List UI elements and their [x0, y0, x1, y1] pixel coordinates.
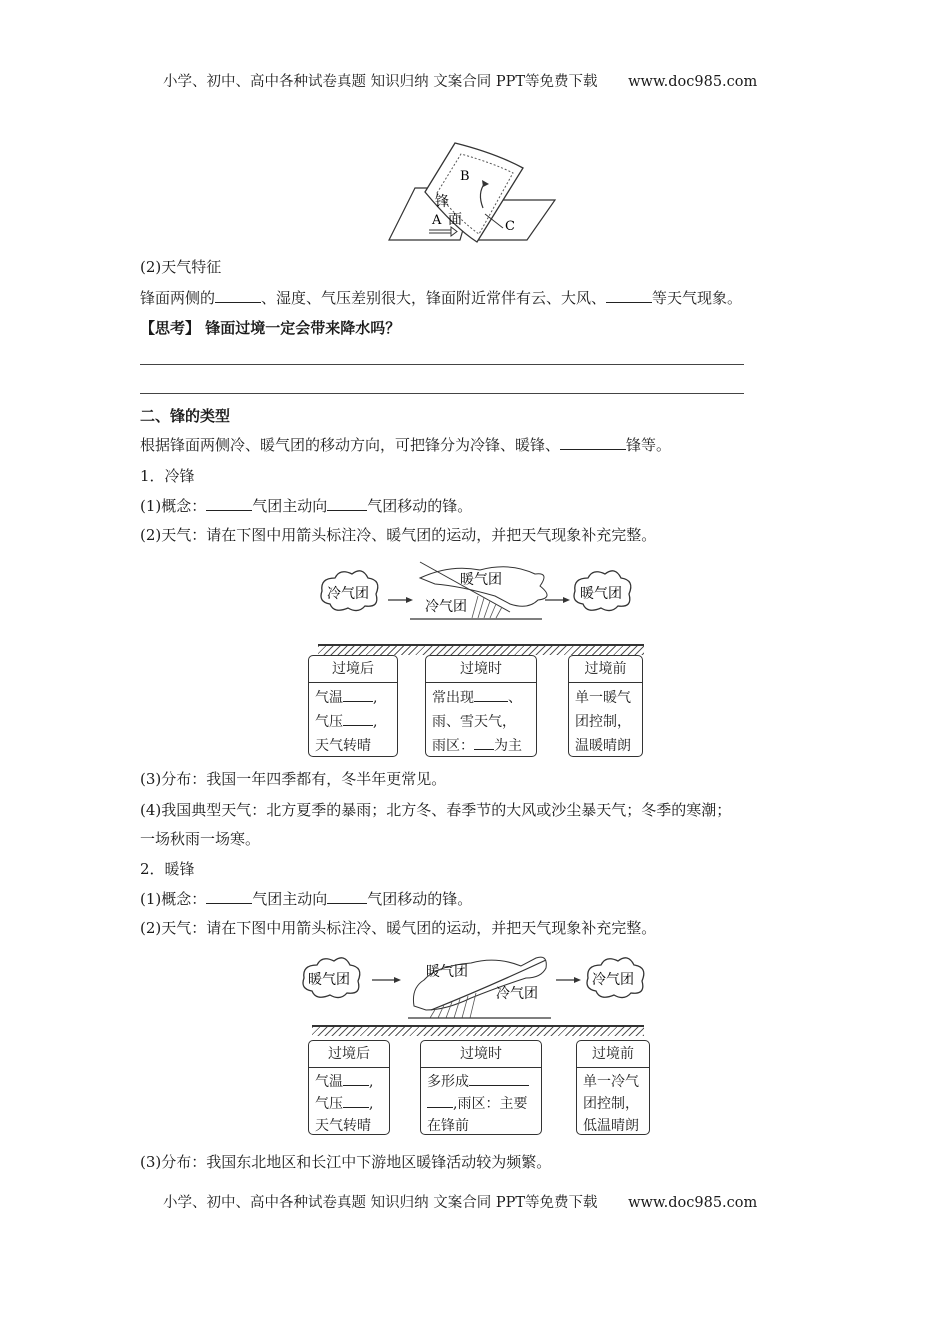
- answer-line-1[interactable]: [140, 364, 744, 365]
- warm-box-during: 过境时 多形成 ,雨区：主要 在锋前: [420, 1040, 542, 1135]
- blank[interactable]: [469, 1071, 529, 1086]
- section-title: 二、锋的类型: [140, 407, 231, 425]
- page-header: [163, 70, 757, 91]
- blank[interactable]: [560, 435, 626, 450]
- blank[interactable]: [206, 889, 252, 904]
- header-text: 小学、初中、高中各种试卷真题 知识归纳 文案合同 PPT等免费下载: [163, 74, 598, 90]
- blank[interactable]: [343, 1093, 369, 1108]
- weather-heading: (2)天气特征: [140, 258, 222, 276]
- blank[interactable]: [215, 288, 261, 303]
- warm-left-cloud: 暖气团: [308, 972, 350, 988]
- cold-ground: [318, 644, 644, 655]
- warm-right-cloud: 冷气团: [592, 972, 634, 988]
- blank[interactable]: [474, 687, 508, 702]
- cold-front-weather: (2)天气：请在下图中用箭头标注冷、暖气团的运动，并把天气现象补充完整。: [140, 526, 657, 544]
- cold-right-cloud: 暖气团: [580, 586, 622, 602]
- warm-front-concept: (1)概念： 气团主动向 气团移动的锋。: [140, 890, 473, 908]
- blank[interactable]: [606, 288, 652, 303]
- cold-warm-label: 暖气团: [460, 572, 502, 588]
- think-question: 【思考】 锋面过境一定会带来降水吗？: [140, 319, 401, 337]
- cold-typical-2: 一场秋雨一场寒。: [140, 830, 261, 848]
- warm-box-after: 过境后 气温 , 气压 , 天气转晴: [308, 1040, 390, 1135]
- frontal-surface-figure: [385, 138, 565, 246]
- label-a: A: [432, 213, 442, 228]
- cold-front-concept: (1)概念： 气团主动向 气团移动的锋。: [140, 497, 473, 515]
- cold-cold-label: 冷气团: [425, 599, 467, 615]
- blank[interactable]: [327, 496, 367, 511]
- header-site: www.doc985.com: [628, 74, 758, 90]
- footer-text: 小学、初中、高中各种试卷真题 知识归纳 文案合同 PPT等免费下载: [163, 1195, 598, 1211]
- cold-left-cloud: 冷气团: [327, 586, 369, 602]
- cold-box-during: 过境时 常出现 、 雨、雪天气， 雨区： 为主: [425, 655, 537, 757]
- blank[interactable]: [343, 1071, 369, 1086]
- blank[interactable]: [474, 735, 494, 750]
- cold-typical-1: (4)我国典型天气：北方夏季的暴雨；北方冬、春季节的大风或沙尘暴天气；冬季的寒潮；: [140, 801, 732, 819]
- blank[interactable]: [206, 496, 252, 511]
- warm-box-before: 过境前 单一冷气 团控制， 低温晴朗: [576, 1040, 650, 1135]
- cold-front-diagram: [310, 556, 650, 641]
- warm-front-weather: (2)天气：请在下图中用箭头标注冷、暖气团的运动，并把天气现象补充完整。: [140, 919, 657, 937]
- warm-ground: [312, 1025, 644, 1036]
- warm-distribution: (3)分布：我国东北地区和长江中下游地区暖锋活动较为频繁。: [140, 1153, 552, 1171]
- warm-cold-label: 冷气团: [496, 986, 538, 1002]
- cold-distribution: (3)分布：我国一年四季都有，冬半年更常见。: [140, 770, 447, 788]
- label-mian: 面: [448, 212, 462, 228]
- blank[interactable]: [343, 687, 373, 702]
- warm-warm-label: 暖气团: [426, 964, 468, 980]
- blank[interactable]: [427, 1093, 453, 1108]
- footer-site: www.doc985.com: [628, 1195, 758, 1211]
- label-feng: 锋: [435, 194, 449, 210]
- warm-front-diagram: [296, 948, 652, 1026]
- page-footer: [163, 1191, 757, 1212]
- section-intro: 根据锋面两侧冷、暖气团的移动方向，可把锋分为冷锋、暖锋、 锋等。: [140, 436, 672, 454]
- answer-line-2[interactable]: [140, 393, 744, 394]
- cold-front-title: 1．冷锋: [140, 467, 195, 485]
- cold-box-before: 过境前 单一暖气 团控制， 温暖晴朗: [568, 655, 643, 757]
- cold-box-after: 过境后 气温 , 气压 , 天气转晴: [308, 655, 398, 757]
- blank[interactable]: [343, 711, 373, 726]
- weather-paragraph: 锋面两侧的 、湿度、气压差别很大，锋面附近常伴有云、大风、 等天气现象。: [140, 289, 743, 307]
- label-c: C: [505, 219, 515, 234]
- label-b: B: [460, 169, 470, 184]
- blank[interactable]: [327, 889, 367, 904]
- warm-front-title: 2．暖锋: [140, 860, 195, 878]
